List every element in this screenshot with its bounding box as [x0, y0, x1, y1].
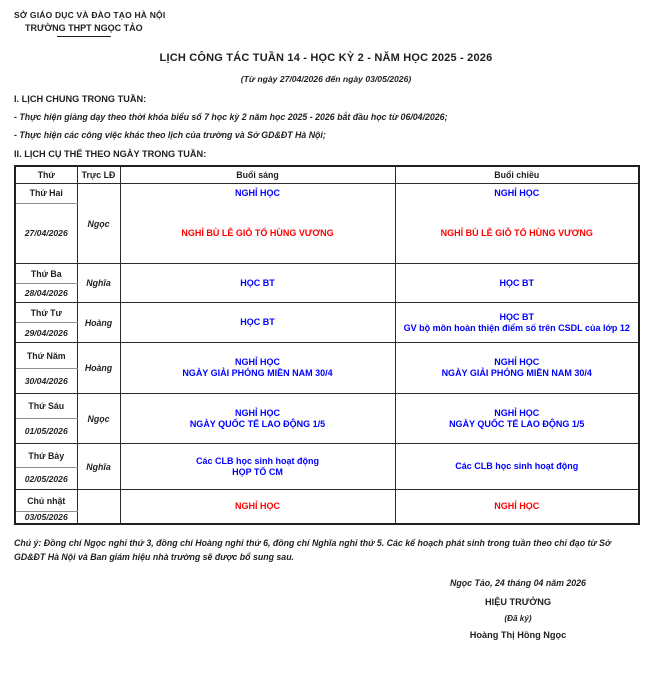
duty-cell: Ngọc [77, 394, 120, 444]
date-cell: 28/04/2026 [15, 284, 77, 303]
morning-cell [120, 394, 395, 444]
session-text: NGHỈ HỌC [494, 188, 540, 199]
duty-cell [77, 490, 120, 524]
table-row [15, 264, 639, 284]
day-cell: Thứ Ba [15, 264, 77, 284]
table-row [15, 394, 639, 419]
session-text: NGÀY GIẢI PHÓNG MIỀN NAM 30/4 [441, 368, 592, 379]
session-text: HỌC BT [499, 311, 534, 322]
duty-cell: Hoàng [77, 343, 120, 394]
day-cell: Thứ Hai [15, 184, 77, 203]
column-header-day: Thứ [15, 166, 77, 184]
general-section-item: - Thực hiện các công việc khác theo lịch của trường và Sở GD&ĐT Hà Nội; [14, 129, 326, 140]
duty-cell: Nghĩa [77, 264, 120, 303]
day-cell: Chủ nhật [15, 490, 77, 512]
afternoon-cell [395, 264, 639, 303]
signature-role: HIỆU TRƯỞNG [485, 596, 551, 607]
session-text: NGHỈ HỌC [494, 407, 540, 418]
school-name: TRƯỜNG THPT NGỌC TẢO [25, 23, 143, 37]
duty-cell: Nghĩa [77, 444, 120, 490]
session-text: NGÀY QUỐC TẾ LAO ĐỘNG 1/5 [449, 418, 585, 429]
table-row [15, 184, 639, 203]
date-cell: 01/05/2026 [15, 419, 77, 444]
column-header-duty: Trực LĐ [77, 166, 120, 184]
morning-cell [120, 343, 395, 394]
column-header-afternoon: Buổi chiều [395, 166, 639, 184]
day-cell: Thứ Tư [15, 303, 77, 323]
signature-place-date: Ngọc Tảo, 24 tháng 04 năm 2026 [450, 577, 586, 588]
session-text: NGHỈ HỌC [235, 357, 280, 368]
weekly-schedule-table [14, 165, 640, 525]
afternoon-cell [395, 184, 639, 264]
signature-name: Hoàng Thị Hồng Ngọc [469, 629, 567, 640]
footer-note: Chú ý: Đồng chí Ngọc nghỉ thứ 3, đồng chí Hoàng nghỉ thứ 6, đồng chí Nghĩa nghỉ thứ 5. Các kế hoạch phát sinh trong tuần theo chỉ đạo từ Sở GD&ĐT Hà Nội và Ban giám hiệu nhà trường sẽ được bổ sung sau. [14, 537, 611, 563]
session-text: NGHỈ BÙ LỄ GIỖ TỔ HÙNG VƯƠNG [181, 227, 334, 238]
column-header-morning: Buổi sáng [120, 166, 395, 184]
morning-cell [120, 184, 395, 264]
session-text: NGHỈ HỌC [235, 500, 280, 511]
session-text: NGHỈ BÙ LỄ GIỖ TỔ HÙNG VƯƠNG [440, 227, 593, 238]
morning-cell [120, 444, 395, 490]
signature-signed-note: (Đã ký) [504, 613, 532, 623]
date-cell: 29/04/2026 [15, 323, 77, 343]
afternoon-cell [395, 490, 639, 524]
morning-cell [120, 264, 395, 303]
day-cell: Thứ Sáu [15, 394, 77, 419]
table-row [15, 343, 639, 369]
session-text: NGÀY GIẢI PHÓNG MIỀN NAM 30/4 [182, 368, 333, 379]
afternoon-cell [395, 444, 639, 490]
session-text: NGHỈ HỌC [494, 500, 540, 511]
date-cell: 03/05/2026 [15, 512, 77, 524]
session-text: NGHỈ HỌC [235, 407, 280, 418]
detail-section-heading: II. LỊCH CỤ THỂ THEO NGÀY TRONG TUẦN: [14, 148, 207, 159]
document-date-range: (Từ ngày 27/04/2026 đến ngày 03/05/2026) [240, 73, 412, 84]
session-text: HỌP TỔ CM [232, 466, 283, 477]
session-text: HỌC BT [240, 317, 275, 328]
day-cell: Thứ Năm [15, 343, 77, 369]
afternoon-cell [395, 303, 639, 343]
session-text: GV bộ môn hoàn thiện điểm số trên CSDL của lớp 12 [403, 322, 630, 333]
general-section-heading: I. LỊCH CHUNG TRONG TUẦN: [14, 93, 147, 104]
general-section-item: - Thực hiện giảng dạy theo thời khóa biểu số 7 học kỳ 2 năm học 2025 - 2026 bắt đầu học từ 06/04/2026; [14, 111, 448, 122]
morning-cell [120, 490, 395, 524]
table-header-row [15, 166, 639, 184]
session-text: HỌC BT [240, 277, 275, 288]
signature-block [398, 578, 638, 640]
duty-cell: Ngọc [77, 184, 120, 264]
department-name: SỞ GIÁO DỤC VÀ ĐÀO TẠO HÀ NỘI [14, 10, 166, 20]
duty-cell: Hoàng [77, 303, 120, 343]
morning-cell [120, 303, 395, 343]
afternoon-cell [395, 343, 639, 394]
date-cell: 02/05/2026 [15, 468, 77, 490]
session-text: NGHỈ HỌC [494, 357, 540, 368]
afternoon-cell [395, 394, 639, 444]
table-row [15, 444, 639, 468]
session-text: NGHỈ HỌC [235, 188, 280, 199]
session-text: Các CLB học sinh hoạt động [196, 455, 319, 466]
table-row [15, 490, 639, 512]
session-text: Các CLB học sinh hoạt động [455, 461, 579, 472]
table-row [15, 303, 639, 323]
session-text: HỌC BT [499, 277, 534, 288]
org-header [14, 10, 638, 37]
document-title: LỊCH CÔNG TÁC TUẦN 14 - HỌC KỲ 2 - NĂM HỌC 2025 - 2026 [159, 51, 493, 64]
day-cell: Thứ Bảy [15, 444, 77, 468]
date-cell: 30/04/2026 [15, 369, 77, 394]
date-cell: 27/04/2026 [15, 203, 77, 264]
session-text: NGÀY QUỐC TẾ LAO ĐỘNG 1/5 [189, 418, 326, 429]
